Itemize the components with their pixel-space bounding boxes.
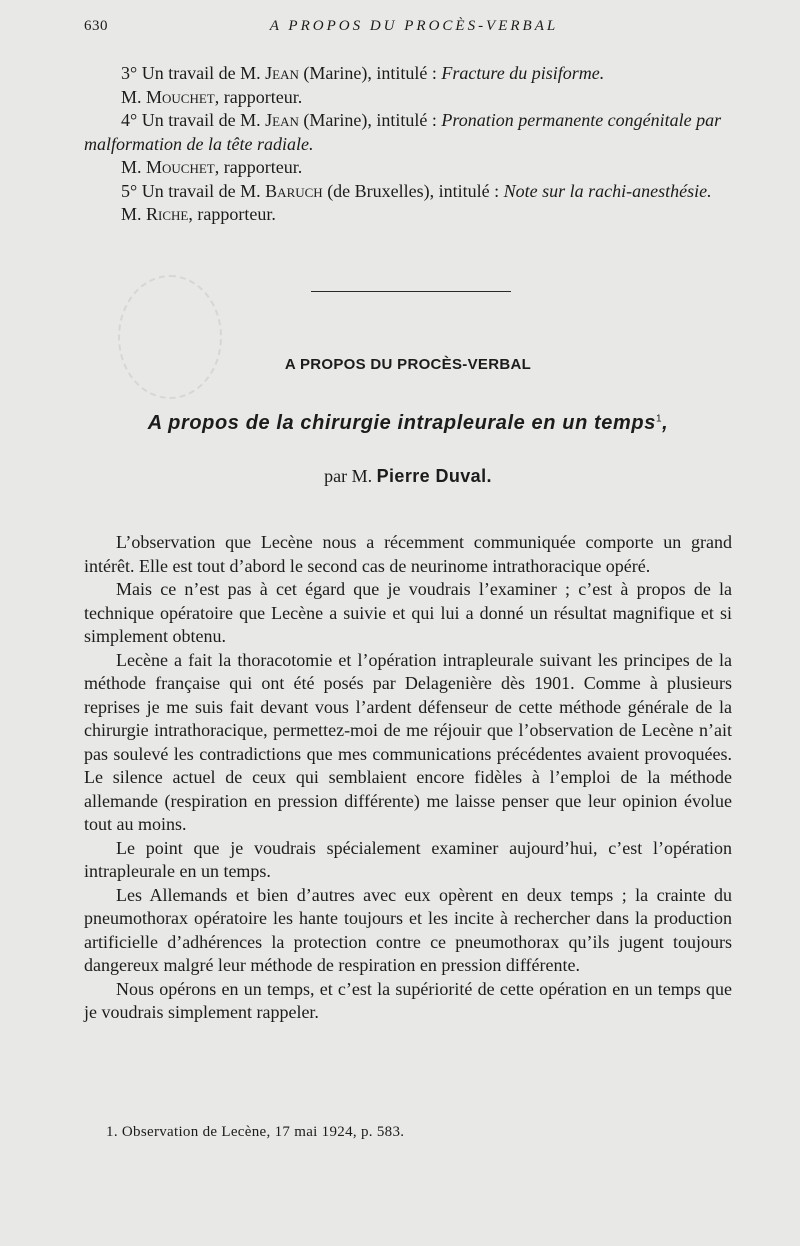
author-name: Jean — [265, 110, 299, 130]
paragraph: Lecène a fait la thoracotomie et l’opération intrapleurale suivant les principes de la méthode française qui ont été posés par Delagenière dès 1901. Comme à plusieurs reprises je me suis fait devant vous l’ardent défenseur de cette méthode générale de la chirurgie intrathoracique, permettez-moi de me réjouir que l’observation de Lecène n’ait pas soulevé les contradictions que mes communications précédentes avaient provoquées. Le silence actuel de ceux qui semblaient encore fidèles à l’emploi de la méthode allemande (respiration en pression différente) me laisse penser que leur opinion évolue tout au moins. — [84, 649, 732, 834]
paragraph: Nous opérons en un temps, et c’est la supériorité de cette opération en un temps que je voudrais simplement rappeler. — [84, 978, 732, 1022]
report-entries — [84, 62, 732, 227]
paragraph: Le point que je voudrais spécialement examiner aujourd’hui, c’est l’opération intrapleurale en un temps. — [84, 837, 732, 881]
entry-line: 3° Un travail de M. Jean (Marine), intitulé : Fracture du pisiforme. — [121, 63, 605, 83]
running-head-title: A PROPOS DU PROCÈS-VERBAL — [269, 18, 559, 34]
paragraph: Les Allemands et bien d’autres avec eux opèrent en deux temps ; la crainte du pneumothorax opératoire les hante toujours et les incite à rechercher dans la production artificielle d’adhérences la protection contre ce pneumothorax qu’ils jugent toujours dangereux malgré leur méthode de respiration en pression différente. — [84, 884, 732, 975]
article-body — [84, 531, 732, 1025]
author-byline-name: Pierre Duval. — [376, 466, 492, 486]
library-stamp — [118, 275, 222, 399]
footnote-number: 1 — [106, 1124, 114, 1140]
paragraph: Mais ce n’est pas à cet égard que je voudrais l’examiner ; c’est à propos de la technique opératoire que Lecène a suivie et qui lui a donné un résultat magnifique et si simplement obtenu. — [84, 579, 732, 646]
running-head — [84, 18, 744, 42]
entry-title: Pronation permanente congénitale par malformation de la tête radiale. — [84, 110, 722, 154]
reporter-name: Mouchet — [146, 157, 215, 177]
page-number: 630 — [84, 18, 108, 34]
section-divider — [311, 291, 511, 292]
entry-title: Fracture du pisiforme. — [441, 63, 605, 83]
reporter-name: Riche — [146, 204, 189, 224]
entry-line: 5° Un travail de M. Baruch (de Bruxelles), intitulé : Note sur la rachi-anesthésie. — [121, 180, 712, 201]
footnote-text: . Observation de Lecène, 17 mai 1924, p. 583. — [113, 1124, 405, 1140]
article-title: A propos de la chirurgie intrapleurale en un temps$^1$, — [147, 412, 669, 434]
reporter-line: M. Mouchet, rapporteur. — [121, 86, 303, 107]
entry-title: Note sur la rachi-anesthésie. — [503, 180, 712, 201]
entry-line: 4° Un travail de M. Jean (Marine), intitulé : Pronation permanente congénitale par malformation de la tête radiale. — [84, 110, 722, 154]
paragraph: L’observation que Lecène nous a récemment communiquée comporte un grand intérêt. Elle est tout d’abord le second cas de neurinome intrathoracique opéré. — [84, 532, 732, 576]
reporter-line: M. Riche, rapporteur. — [121, 204, 276, 224]
reporter-line: M. Mouchet, rapporteur. — [121, 157, 303, 177]
author-name: Jean — [265, 63, 299, 83]
section-title: A PROPOS DU PROCÈS-VERBAL — [284, 356, 532, 373]
footnote-ref: 1 — [655, 413, 663, 425]
reporter-name: Mouchet — [146, 86, 215, 107]
author-name: Baruch — [265, 180, 323, 201]
byline: par M. Pierre Duval. — [324, 466, 492, 486]
footnote — [106, 1124, 404, 1141]
